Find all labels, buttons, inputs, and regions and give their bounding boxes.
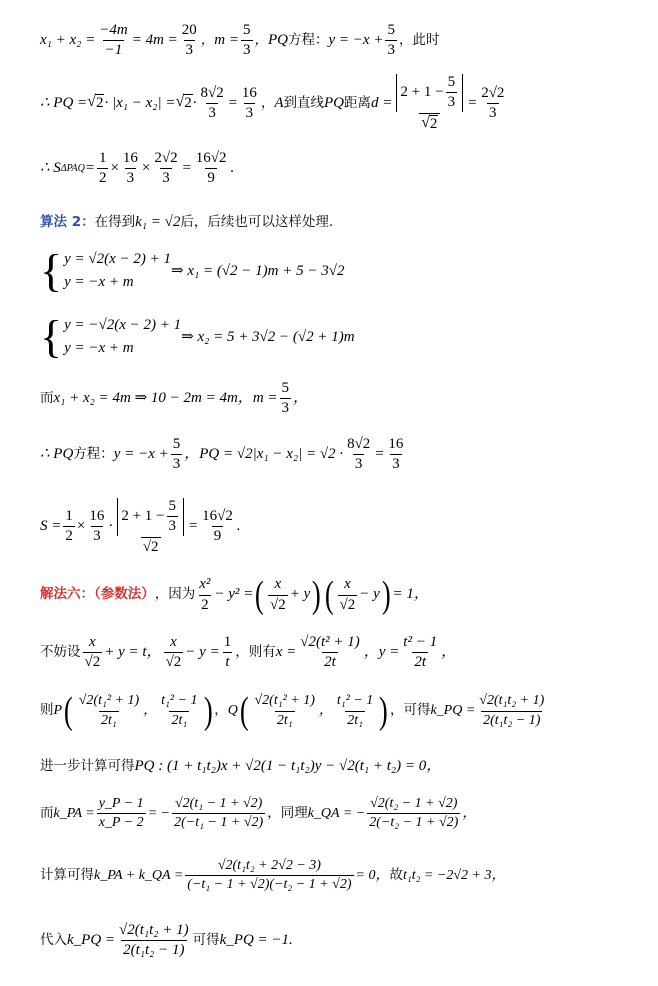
frac-num: 5	[243, 22, 251, 38]
method-label: 算法 2：	[40, 213, 95, 230]
frac-den: 3	[447, 94, 456, 111]
expr: x =	[275, 644, 297, 661]
frac-num: 5	[172, 436, 181, 452]
abs-value	[396, 74, 463, 112]
expr: − y² =	[214, 586, 254, 603]
fraction	[345, 436, 372, 474]
frac-den: 2(t₁t₂ − 1)	[483, 712, 541, 728]
frac-num: t₁² − 1	[336, 693, 374, 709]
system-row: y = √2(x − 2) + 1	[64, 251, 171, 267]
frac-num: 5	[387, 22, 395, 38]
expr: PQ : (1 + t₁t₂)x + √2(1 − t₁t₂)y − √2(t₁ + t₂) = 0，	[134, 758, 442, 774]
paren-group: ( $\frac{x}{√2}$ + y )	[255, 574, 321, 616]
expr: ∴ PQ =	[40, 94, 88, 111]
frac-num	[394, 74, 465, 113]
cjk-text: 计算可得	[40, 866, 94, 883]
punct: ，	[254, 31, 269, 48]
expr: k_PQ =	[430, 702, 476, 718]
fraction	[164, 634, 184, 672]
expr: 2 + 1 −	[400, 84, 444, 101]
cjk-text: ，因为	[154, 586, 196, 603]
expr: k_QA = −	[307, 805, 366, 821]
frac-den: t	[225, 654, 230, 671]
expr: ∴ S	[40, 160, 61, 177]
punct: ，	[318, 702, 333, 718]
op: ×	[110, 160, 119, 177]
fraction	[367, 796, 460, 831]
sqrt-body: 2	[429, 115, 438, 132]
expr: =	[467, 94, 478, 111]
line-9	[40, 498, 634, 556]
expr: = 4m =	[131, 32, 178, 49]
sqrt-body: 2	[95, 95, 104, 112]
frac-den: √2	[142, 538, 159, 555]
expr: k_PQ = −1.	[219, 932, 293, 949]
cjk-text: 到直线	[283, 94, 325, 111]
cjk-text: 而	[40, 804, 54, 821]
expr: y = −x +	[113, 446, 169, 463]
fraction	[185, 858, 353, 893]
frac-den: x_P − 2	[98, 815, 144, 831]
expr: = −	[147, 805, 171, 821]
frac-num	[115, 498, 186, 537]
expr: =	[84, 160, 95, 177]
cjk-text: 故	[389, 866, 403, 883]
fraction	[167, 498, 179, 536]
punct: ，	[293, 390, 309, 407]
frac-den: 3	[168, 518, 177, 535]
frac-den: 3	[354, 456, 363, 473]
cjk-text: 进一步计算可得	[40, 757, 135, 774]
fraction	[87, 508, 106, 546]
frac-num: √2(t₁² + 1)	[254, 693, 315, 709]
expr: PQ	[324, 94, 345, 111]
frac-num: t² − 1	[403, 634, 438, 650]
frac-num: x	[89, 634, 96, 650]
fraction	[97, 796, 146, 831]
expr: + y	[289, 586, 311, 603]
fraction	[446, 74, 458, 112]
expr: ·	[192, 94, 197, 111]
line-15	[40, 858, 634, 893]
frac-num: 16√2	[195, 150, 227, 166]
frac-den: 3	[126, 170, 135, 187]
punct: .	[236, 518, 241, 535]
frac-den: 3	[172, 456, 181, 473]
frac-num: √2(t₁ − 1 + √2)	[174, 796, 263, 811]
frac-num: 2√2	[481, 84, 505, 101]
frac-den: 3	[489, 104, 497, 121]
fraction	[222, 634, 234, 672]
fraction	[117, 922, 191, 960]
frac-num: x	[344, 576, 351, 593]
fraction	[241, 22, 253, 60]
line-2	[40, 74, 634, 133]
fraction	[338, 576, 358, 614]
frac-den: 2(−t₂ − 1 + √2)	[369, 815, 459, 831]
frac-den: 3	[387, 42, 395, 59]
frac-den: 3	[208, 104, 216, 121]
frac-num: √2(t₁t₂ + 1)	[119, 922, 189, 938]
cjk-text: 在得到	[94, 213, 136, 230]
frac-den: 2t	[324, 654, 336, 671]
expr: y = −x +	[328, 32, 384, 49]
fraction	[240, 85, 259, 123]
point-label: P	[53, 702, 63, 718]
line-4-method2	[40, 214, 634, 231]
distance-fraction	[394, 74, 465, 133]
frac-den: −1	[104, 42, 123, 59]
cjk-text: 代入	[40, 931, 67, 948]
op: ·	[108, 518, 114, 535]
line-13	[40, 758, 634, 775]
frac-den: 9	[207, 170, 215, 187]
frac-num: 16√2	[202, 508, 233, 525]
punct: ，	[462, 805, 477, 821]
paren-group: ( $\frac{x}{√2}$ − y )	[324, 574, 391, 616]
frac-den: 3	[243, 42, 251, 59]
system-row: y = −x + m	[64, 274, 134, 291]
punct: ，	[214, 702, 228, 719]
line-16	[40, 922, 634, 960]
frac-num: √2(t₁t₂ + 2√2 − 3)	[217, 858, 321, 873]
frac-num: 20	[181, 22, 197, 38]
system-1	[40, 245, 634, 297]
equation-system: { y = √2(x − 2) + 1 y = −x + m	[40, 245, 171, 297]
fraction	[280, 380, 292, 418]
cjk-text: 方程：	[73, 445, 114, 462]
frac-den: 3	[162, 170, 170, 187]
fraction	[268, 576, 288, 614]
frac-num: 2√2	[154, 150, 178, 166]
fraction	[298, 634, 362, 672]
expr: t₁t₂ = −2√2 + 3，	[402, 867, 506, 883]
punct: ，	[200, 31, 215, 48]
line-7	[40, 380, 634, 418]
frac-den: 2	[98, 170, 107, 187]
frac-num: x	[274, 576, 282, 593]
cjk-text: 则	[40, 702, 54, 719]
expr: m =	[252, 390, 278, 407]
punct: ，	[143, 702, 158, 718]
expr: + y = t，	[104, 644, 162, 661]
cjk-text: 而	[40, 389, 54, 406]
expr: =	[188, 518, 199, 535]
frac-num: 8√2	[347, 436, 371, 452]
punct: ，	[441, 644, 457, 661]
expr: − y =	[185, 644, 220, 661]
line-11	[40, 634, 634, 672]
line-12	[40, 692, 634, 730]
fraction	[198, 85, 225, 123]
expr: = 0，	[355, 867, 390, 883]
fraction	[479, 85, 506, 123]
frac-num: t₁² − 1	[161, 693, 198, 709]
frac-num: 1	[98, 150, 107, 166]
abs-value	[117, 498, 184, 536]
frac-num: 8√2	[200, 84, 224, 101]
frac-num: √2(t₁² + 1)	[78, 693, 140, 709]
cjk-text: ，可得	[389, 702, 431, 719]
expr: =	[374, 446, 385, 463]
fraction	[121, 150, 140, 188]
frac-den: (−t₁ − 1 + √2)(−t₂ − 1 + √2)	[187, 877, 352, 893]
fraction	[159, 693, 199, 728]
expr: PQ	[268, 32, 289, 49]
sqrt: √ 2	[175, 93, 192, 112]
punct: .	[230, 160, 235, 177]
frac-num: 16	[388, 436, 404, 452]
frac-den: 2t₁	[171, 712, 188, 728]
expr: ，PQ = √2|x₁ − x₂| = √2 ·	[184, 446, 344, 463]
frac-den: 9	[213, 528, 222, 545]
expr: ⇒ x₂ = 5 + 3√2 − (√2 + 1)m	[181, 328, 355, 345]
frac-den: 2t	[414, 654, 427, 671]
expr: x₁ + x₂ =	[40, 32, 96, 49]
system-2	[40, 311, 634, 363]
frac-num: 5	[281, 380, 290, 396]
expr: k_PQ =	[67, 932, 116, 949]
distance-fraction	[115, 498, 186, 556]
expr: =	[181, 160, 192, 177]
frac-num: 16	[89, 508, 105, 525]
frac-den: 2(−t₁ − 1 + √2)	[174, 815, 264, 831]
frac-den: 2t₁	[276, 712, 293, 728]
cjk-text: 可得	[192, 931, 220, 948]
line-8	[40, 436, 634, 474]
frac-den: √2	[165, 654, 182, 671]
fraction	[83, 634, 103, 672]
line-1	[40, 22, 634, 60]
frac-num: −4m	[99, 22, 128, 38]
frac-num: √2(t₂ − 1 + √2)	[370, 796, 458, 811]
system-row: y = −x + m	[64, 340, 134, 357]
paren-group: ( $\frac{\text{√2(t₁² + 1)}}{\text{2t₁}}$ ， $\frac{\text{t₁² − 1}}{\text{2t₁}}$ )	[63, 690, 213, 732]
fraction	[172, 796, 265, 831]
frac-den: √ 2	[419, 113, 440, 133]
frac-den: 2t₁	[101, 712, 117, 728]
expr: =	[227, 94, 238, 111]
frac-num: 1	[65, 508, 73, 525]
point-label: Q	[227, 702, 238, 718]
expr: S =	[40, 518, 62, 535]
frac-den: 3	[281, 400, 290, 417]
cjk-text: ，此时	[398, 31, 440, 48]
frac-num: 5	[168, 498, 177, 514]
cjk-text: 距离	[344, 94, 372, 111]
frac-den: 2t₁	[347, 712, 363, 728]
fraction	[180, 22, 199, 60]
expr: ，y =	[363, 644, 400, 661]
expr: x₁ + x₂ = 4m ⇒ 10 − 2m = 4m，	[53, 390, 253, 407]
frac-den: 3	[392, 456, 400, 473]
frac-num: 16	[241, 84, 257, 101]
method-label: 解法六：（参数法）	[40, 586, 155, 603]
cjk-text: ，同理	[267, 804, 308, 821]
punct: ，	[260, 94, 275, 111]
expr: A	[274, 94, 284, 111]
expr: · |x₁ − x₂| =	[104, 94, 176, 111]
expr: ∴ PQ	[40, 446, 74, 463]
fraction	[252, 693, 316, 728]
expr: = 1，	[392, 586, 429, 603]
frac-num: x²	[199, 576, 211, 593]
fraction	[385, 22, 397, 60]
expr: m =	[214, 32, 240, 49]
fraction	[477, 693, 546, 728]
frac-den: √2	[339, 596, 356, 613]
frac-den: 3	[245, 104, 254, 121]
frac-num: 16	[122, 150, 138, 166]
equation-system: { y = −√2(x − 2) + 1 y = −x + m	[40, 311, 182, 363]
fraction	[335, 693, 375, 728]
cjk-text: 不妨设	[40, 643, 81, 660]
line-10-method6	[40, 576, 634, 614]
cjk-text: ，则有	[235, 643, 276, 660]
frac-den: 3	[93, 528, 101, 545]
expr: 2 + 1 −	[121, 508, 165, 525]
frac-num: y_P − 1	[98, 796, 144, 811]
op: ×	[76, 518, 86, 535]
line-3: ∴ S ΔPAQ = $\frac{1}{2}$ × $\frac{16}{3}$ × $\frac{2√2}{3}$ = $\frac{16√2}{9}$ .	[40, 150, 235, 187]
fraction	[197, 576, 212, 614]
fraction	[63, 508, 75, 546]
fraction	[97, 22, 129, 60]
frac-num: 5	[447, 74, 456, 90]
fraction	[401, 634, 439, 672]
sqrt: √ 2	[87, 93, 104, 112]
cjk-text: 方程：	[288, 31, 329, 48]
cjk-text: 后，后续也可以这样处理.	[180, 213, 334, 230]
op: ×	[141, 160, 151, 177]
frac-num: √2(t₁t₂ + 1)	[479, 693, 545, 709]
frac-den: 2	[201, 596, 209, 613]
fraction	[77, 693, 141, 728]
line-14	[40, 796, 634, 831]
fraction	[194, 150, 229, 188]
sqrt-body: 2	[184, 95, 192, 112]
fraction	[152, 150, 179, 188]
frac-den: 2(t₁t₂ − 1)	[123, 942, 185, 959]
frac-den: 3	[185, 42, 194, 59]
frac-den: √2	[84, 654, 101, 671]
frac-num: x	[170, 634, 177, 650]
system-row: y = −√2(x − 2) + 1	[64, 317, 182, 333]
expr: k₁ = √2	[135, 214, 181, 230]
fraction	[200, 508, 235, 546]
expr: − y	[359, 586, 380, 603]
expr: k_PA =	[53, 805, 95, 821]
frac-den: 2	[65, 528, 73, 545]
fraction	[97, 150, 109, 188]
expr: d =	[371, 94, 393, 111]
frac-num: √2(t² + 1)	[300, 634, 360, 650]
expr: ⇒ x₁ = (√2 − 1)m + 5 − 3√2	[171, 262, 345, 279]
frac-den: √2	[269, 596, 286, 613]
expr: k_PA + k_QA =	[94, 867, 184, 883]
fraction	[386, 436, 405, 474]
frac-num: 1	[223, 634, 232, 650]
fraction	[171, 436, 183, 474]
paren-group: ( $\frac{\text{√2(t₁² + 1)}}{\text{2t₁}}$ ， $\frac{\text{t₁² − 1}}{\text{2t₁}}$ )	[239, 690, 389, 732]
